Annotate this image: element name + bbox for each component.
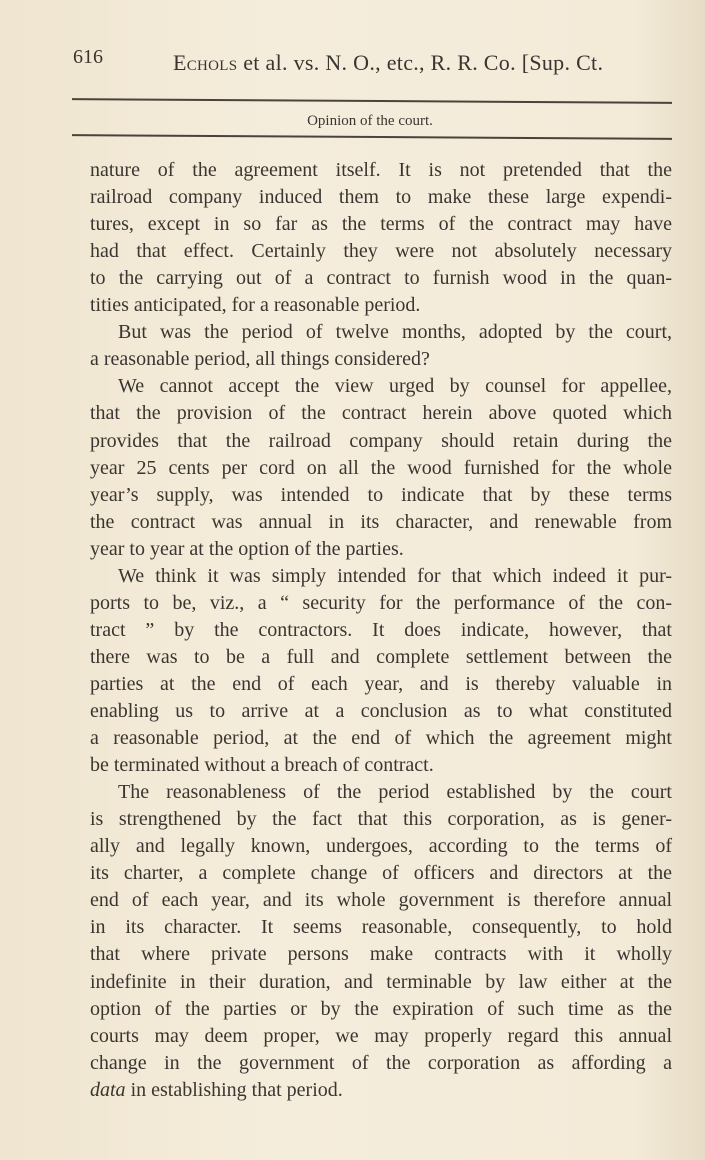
text-line: provides that the railroad company should retain during the: [90, 429, 672, 452]
text-line: We cannot accept the view urged by counsel for appellee,: [118, 375, 672, 398]
text-line-final: [90, 1078, 672, 1102]
text-line: railroad company induced them to make these large expendi-: [90, 186, 672, 209]
text-line: ports to be, viz., a “ security for the performance of the con-: [90, 591, 672, 614]
text-line: year 25 cents per cord on all the wood furnished for the whole: [90, 456, 672, 479]
text-line: had that effect. Certainly they were not absolutely necessary: [90, 240, 672, 263]
text-line: year’s supply, was intended to indicate that by these terms: [90, 483, 672, 506]
text-line: that where private persons make contracts with it wholly: [90, 943, 672, 966]
running-title: [173, 50, 603, 76]
text-line: tract ” by the contractors. It does indicate, however, that: [90, 618, 672, 641]
italic-word: data: [90, 1078, 126, 1101]
text-line: a reasonable period, all things considered?: [90, 348, 430, 371]
header-rule-bottom: [72, 134, 672, 139]
text-line: option of the parties or by the expiration of such time as the: [90, 997, 672, 1020]
text-line: that the provision of the contract herein above quoted which: [90, 402, 672, 425]
running-title-name: Echols: [173, 50, 238, 75]
text-line: be terminated without a breach of contract.: [90, 754, 434, 777]
text-line: courts may deem proper, we may properly regard this annual: [90, 1024, 672, 1047]
text-line: in its character. It seems reasonable, consequently, to hold: [90, 916, 672, 939]
text-line: parties at the end of each year, and is thereby valuable in: [90, 672, 672, 695]
text-line: there was to be a full and complete settlement between the: [90, 645, 672, 668]
text-line: We think it was simply intended for that which indeed it pur-: [118, 564, 672, 587]
final-line-rest: in establishing that period.: [125, 1078, 343, 1101]
text-line: tities anticipated, for a reasonable period.: [90, 294, 421, 317]
text-line: to the carrying out of a contract to furnish wood in the quan-: [90, 267, 672, 290]
text-line: a reasonable period, at the end of which the agreement might: [90, 727, 672, 750]
header-rule-top: [72, 98, 672, 103]
text-line: year to year at the option of the parties.: [90, 537, 404, 560]
running-title-rest: et al. vs. N. O., etc., R. R. Co.: [237, 50, 516, 75]
text-line: The reasonableness of the period established by the court: [118, 781, 672, 804]
text-line: change in the government of the corporation as affording a: [90, 1051, 672, 1074]
text-line: its charter, a complete change of officers and directors at the: [90, 862, 672, 885]
court-label: [Sup. Ct.: [521, 50, 604, 75]
text-line: the contract was annual in its character, and renewable from: [90, 510, 672, 533]
text-line: enabling us to arrive at a conclusion as to what constituted: [90, 700, 672, 722]
text-line: indefinite in their duration, and terminable by law either at the: [90, 970, 672, 993]
text-line: ally and legally known, undergoes, according to the terms of: [90, 835, 672, 858]
text-line: nature of the agreement itself. It is not pretended that the: [90, 159, 672, 181]
text-line: But was the period of twelve months, adopted by the court,: [118, 321, 672, 344]
text-line: end of each year, and its whole government is therefore annual: [90, 889, 672, 912]
text-line: is strengthened by the fact that this corporation, as is gener-: [90, 808, 672, 831]
text-line: tures, except in so far as the terms of the contract may have: [90, 213, 672, 236]
page-number: 616: [73, 46, 103, 68]
section-subheading: Opinion of the court.: [307, 113, 433, 129]
